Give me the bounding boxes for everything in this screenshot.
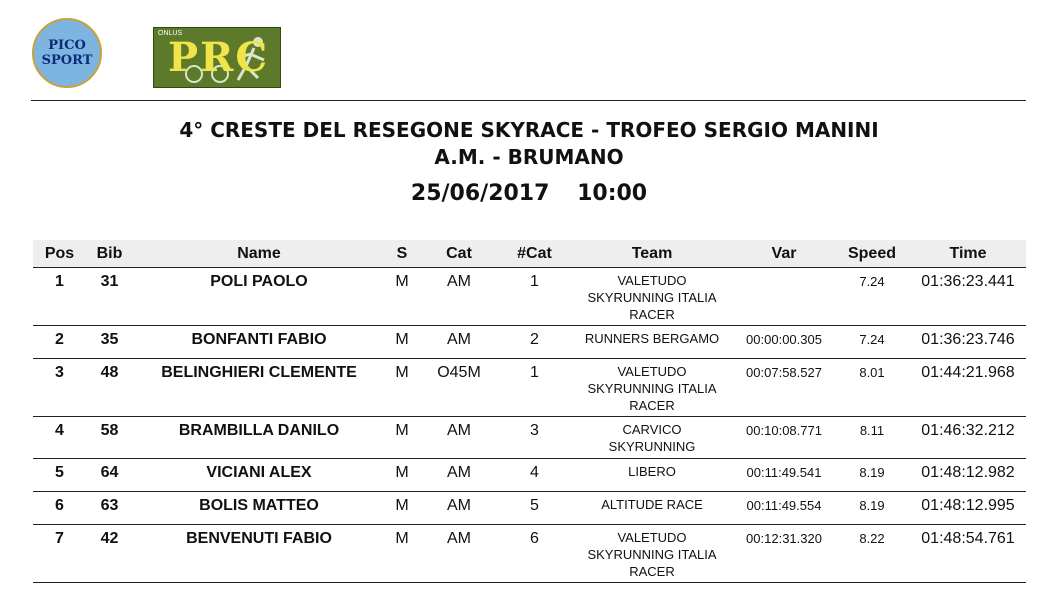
- cell-speed: 7.24: [834, 326, 910, 359]
- team-line: VALETUDO: [572, 272, 732, 289]
- cell-var: 00:11:49.541: [734, 459, 834, 492]
- cell-speed: 8.19: [834, 492, 910, 525]
- cell-var: 00:12:31.320: [734, 525, 834, 583]
- cell-bib: 35: [86, 326, 133, 359]
- prc-logo-text: PRC: [168, 34, 269, 81]
- team-line: SKYRUNNING ITALIA: [572, 289, 732, 306]
- col-header-team: Team: [570, 240, 734, 268]
- pico-sport-logo: [32, 18, 102, 88]
- cell-name: BRAMBILLA DANILO: [133, 417, 385, 459]
- pico-logo-text-2: SPORT: [42, 53, 93, 68]
- cell-bib: 42: [86, 525, 133, 583]
- col-header-var: Var: [734, 240, 834, 268]
- cell-pos: 6: [33, 492, 86, 525]
- col-header-cat: Cat: [419, 240, 499, 268]
- cell-sex: M: [385, 326, 419, 359]
- cell-pos: 7: [33, 525, 86, 583]
- cell-cat: AM: [419, 459, 499, 492]
- team-line: VALETUDO: [572, 529, 732, 546]
- col-header-sex: S: [385, 240, 419, 268]
- cell-sex: M: [385, 268, 419, 326]
- cell-team: [570, 459, 734, 492]
- team-line: RUNNERS BERGAMO: [572, 330, 732, 347]
- team-line: RACER: [572, 397, 732, 414]
- table-row: [33, 525, 1026, 583]
- cell-cat: AM: [419, 492, 499, 525]
- col-header-speed: Speed: [834, 240, 910, 268]
- table-row: [33, 359, 1026, 417]
- cell-catpos: 5: [499, 492, 570, 525]
- table-row: [33, 459, 1026, 492]
- team-line: VALETUDO: [572, 363, 732, 380]
- team-line: SKYRUNNING ITALIA: [572, 546, 732, 563]
- team-line: RACER: [572, 563, 732, 580]
- results-table: [33, 240, 1026, 608]
- cell-catpos: 4: [499, 459, 570, 492]
- cell-sex: M: [385, 525, 419, 583]
- cell-name: POLI PAOLO: [133, 268, 385, 326]
- cell-team: [570, 326, 734, 359]
- cell-name: BONFANTI FABIO: [133, 326, 385, 359]
- cell-cat: AM: [419, 326, 499, 359]
- cell-team: [570, 359, 734, 417]
- col-header-time: Time: [910, 240, 1026, 268]
- table-row: [33, 326, 1026, 359]
- cell-time: 01:48:54.761: [910, 525, 1026, 583]
- prc-logo-small-text: ONLUS: [158, 30, 182, 37]
- cell-bib: 58: [86, 417, 133, 459]
- cell-cat: AM: [419, 525, 499, 583]
- cell-speed: 7.24: [834, 268, 910, 326]
- race-location: A.M. - BRUMANO: [0, 145, 1058, 169]
- col-header-catpos: #Cat: [499, 240, 570, 268]
- col-header-bib: Bib: [86, 240, 133, 268]
- cell-cat: O45M: [419, 359, 499, 417]
- prc-logo: [153, 27, 281, 88]
- cut-off-row: [33, 583, 1026, 608]
- cell-pos: 2: [33, 326, 86, 359]
- cell-catpos: 1: [499, 268, 570, 326]
- table-row-cut-off: [33, 583, 1026, 608]
- cell-speed: 8.01: [834, 359, 910, 417]
- race-title: 4° CRESTE DEL RESEGONE SKYRACE - TROFEO SERGIO MANINI: [0, 118, 1058, 142]
- cell-var: 00:10:08.771: [734, 417, 834, 459]
- cell-team: [570, 492, 734, 525]
- col-header-pos: Pos: [33, 240, 86, 268]
- cell-name: BENVENUTI FABIO: [133, 525, 385, 583]
- cell-time: 01:36:23.441: [910, 268, 1026, 326]
- cell-var: 00:11:49.554: [734, 492, 834, 525]
- cell-var: 00:07:58.527: [734, 359, 834, 417]
- team-line: SKYRUNNING ITALIA: [572, 380, 732, 397]
- cell-catpos: 2: [499, 326, 570, 359]
- team-line: RACER: [572, 306, 732, 323]
- cell-name: BELINGHIERI CLEMENTE: [133, 359, 385, 417]
- cell-time: 01:48:12.995: [910, 492, 1026, 525]
- cell-sex: M: [385, 459, 419, 492]
- cell-pos: 3: [33, 359, 86, 417]
- pico-logo-text-1: PICO: [48, 38, 86, 53]
- table-row: [33, 268, 1026, 326]
- cell-time: 01:44:21.968: [910, 359, 1026, 417]
- cell-time: 01:36:23.746: [910, 326, 1026, 359]
- header-divider: [31, 100, 1026, 101]
- cell-sex: M: [385, 492, 419, 525]
- cell-catpos: 6: [499, 525, 570, 583]
- cell-cat: AM: [419, 417, 499, 459]
- table-row: [33, 492, 1026, 525]
- cell-pos: 4: [33, 417, 86, 459]
- cell-speed: 8.11: [834, 417, 910, 459]
- cell-speed: 8.19: [834, 459, 910, 492]
- team-line: LIBERO: [572, 463, 732, 480]
- cell-pos: 1: [33, 268, 86, 326]
- cell-time: 01:46:32.212: [910, 417, 1026, 459]
- team-line: SKYRUNNING: [572, 438, 732, 455]
- cell-time: 01:48:12.982: [910, 459, 1026, 492]
- cell-pos: 5: [33, 459, 86, 492]
- cell-sex: M: [385, 359, 419, 417]
- cell-speed: 8.22: [834, 525, 910, 583]
- table-row: [33, 417, 1026, 459]
- cell-var: [734, 268, 834, 326]
- cell-var: 00:00:00.305: [734, 326, 834, 359]
- cell-bib: 48: [86, 359, 133, 417]
- cell-team: [570, 417, 734, 459]
- cell-bib: 31: [86, 268, 133, 326]
- cell-cat: AM: [419, 268, 499, 326]
- cell-catpos: 3: [499, 417, 570, 459]
- race-date-time: 25/06/2017 10:00: [0, 181, 1058, 206]
- cell-sex: M: [385, 417, 419, 459]
- cell-team: [570, 525, 734, 583]
- cell-bib: 64: [86, 459, 133, 492]
- cell-name: BOLIS MATTEO: [133, 492, 385, 525]
- results-header-row: [33, 240, 1026, 268]
- team-line: ALTITUDE RACE: [572, 496, 732, 513]
- cell-team: [570, 268, 734, 326]
- cell-bib: 63: [86, 492, 133, 525]
- cell-name: VICIANI ALEX: [133, 459, 385, 492]
- team-line: CARVICO: [572, 421, 732, 438]
- col-header-name: Name: [133, 240, 385, 268]
- cell-catpos: 1: [499, 359, 570, 417]
